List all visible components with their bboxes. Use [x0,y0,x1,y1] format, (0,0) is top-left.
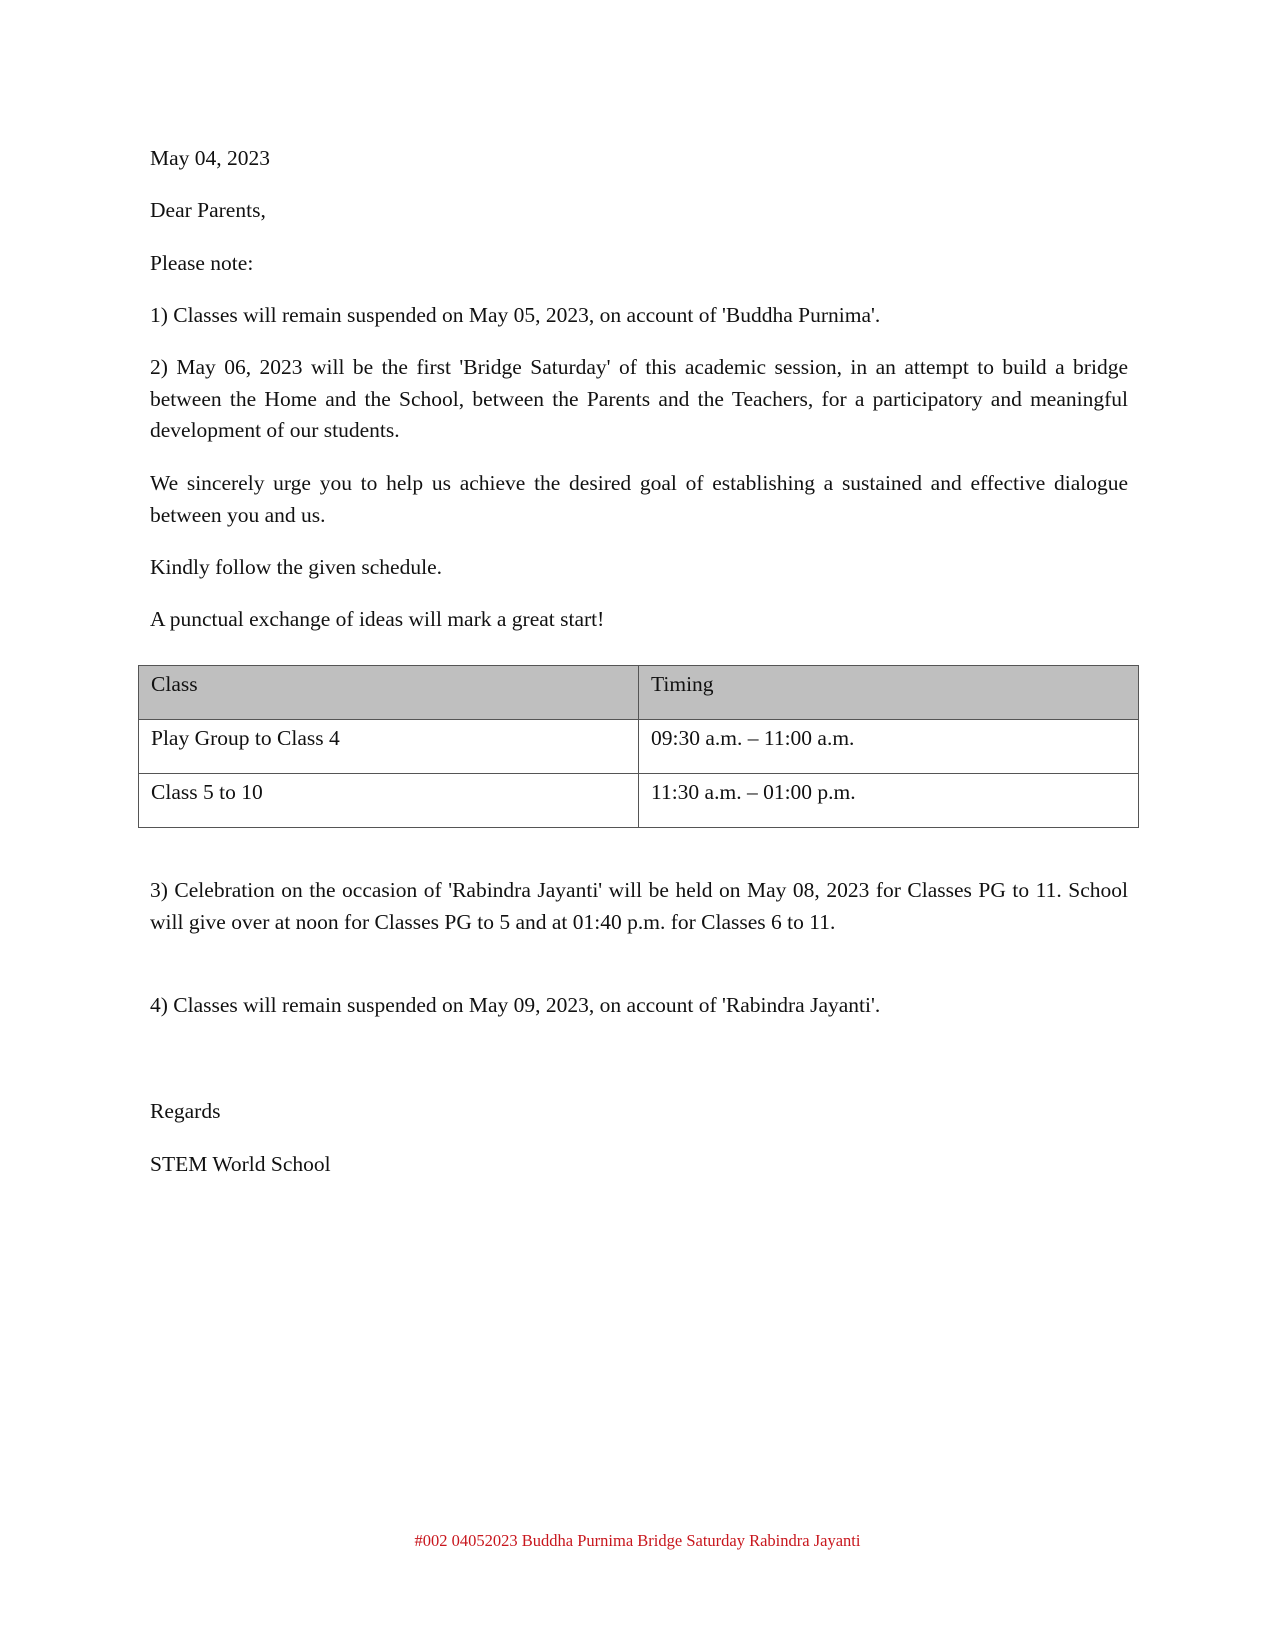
closing-regards: Regards [150,1099,221,1123]
footer-reference: #002 04052023 Buddha Purnima Bridge Saturday Rabindra Jayanti [414,1531,861,1550]
letter-date: May 04, 2023 [150,146,271,170]
notice-item-1: 1) Classes will remain suspended on May 05, 2023, on account of 'Buddha Purnima'. [150,303,881,327]
notice-item-2: 2) May 06, 2023 will be the first 'Bridge Saturday' of this academic session, in an attempt to build a bridge between the Home and the School, between the Parents and the Teachers, for a participatory and meaningful development of our students. [150,355,1128,442]
urge-paragraph: We sincerely urge you to help us achieve the desired goal of establishing a sustained and effective dialogue between you and us. [150,471,1128,527]
schedule-row [139,774,1139,828]
notice-item-3: 3) Celebration on the occasion of 'Rabindra Jayanti' will be held on May 08, 2023 for Classes PG to 11. School will give over at noon for Classes PG to 5 and at 01:40 p.m. for Classes 6 to 11. [150,878,1128,934]
intro-note: Please note: [150,251,254,275]
schedule-timing-cell: 11:30 a.m. – 01:00 p.m. [639,774,1139,828]
header-class: Class [139,666,639,720]
schedule-row [139,720,1139,774]
schedule-class-cell: Class 5 to 10 [139,774,639,828]
salutation: Dear Parents, [150,198,266,222]
notice-item-4: 4) Classes will remain suspended on May 09, 2023, on account of 'Rabindra Jayanti'. [150,993,881,1017]
header-timing: Timing [639,666,1139,720]
schedule-table [138,665,1139,828]
punctual-text: A punctual exchange of ideas will mark a great start! [150,607,605,631]
signature-school: STEM World School [150,1152,331,1176]
schedule-timing-cell: 09:30 a.m. – 11:00 a.m. [639,720,1139,774]
follow-schedule-text: Kindly follow the given schedule. [150,555,442,579]
schedule-class-cell: Play Group to Class 4 [139,720,639,774]
schedule-header-row [139,666,1139,720]
